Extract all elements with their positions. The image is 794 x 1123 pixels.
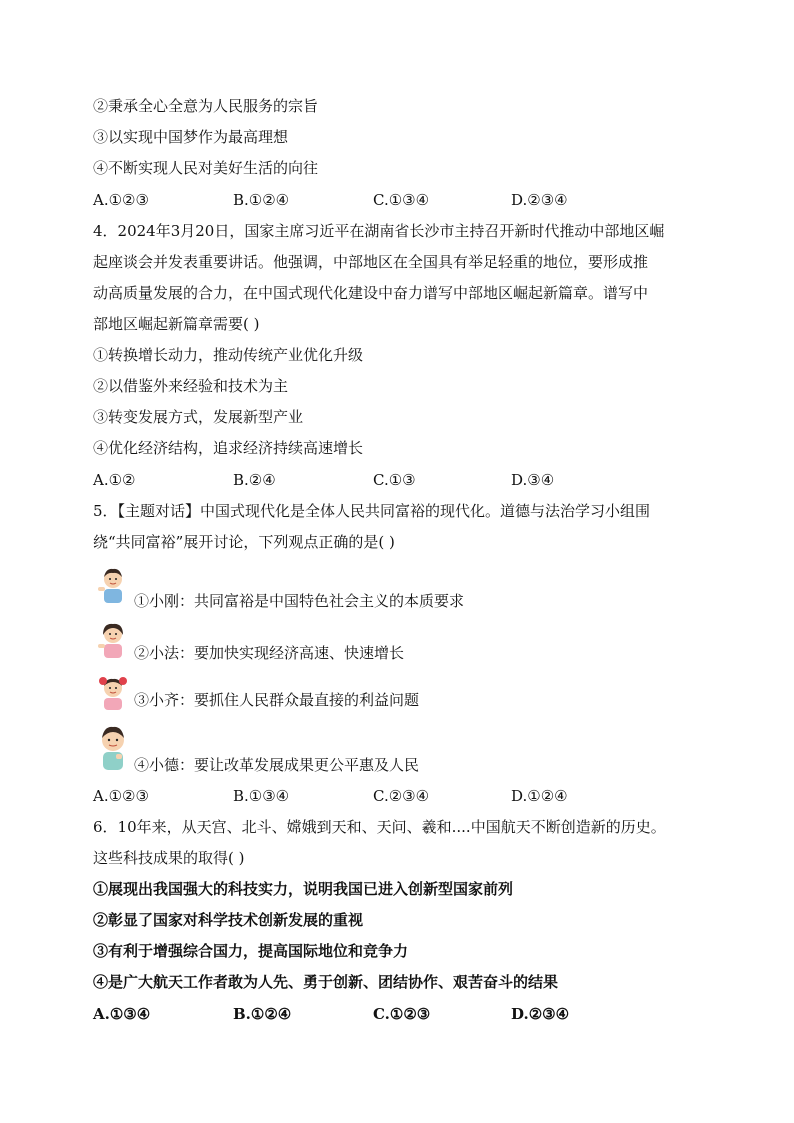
q5-item-4: ④小德：要让改革发展成果更公平惠及人民 [134, 756, 420, 774]
q3-option-b[interactable]: B.①②④ [233, 191, 290, 209]
girl-avatar-icon [98, 620, 128, 658]
q5-stem-line-1: 5．【主题对话】中国式现代化是全体人民共同富裕的现代化。道德与法治学习小组围 [93, 502, 651, 520]
q4-option-b[interactable]: B.②④ [233, 471, 276, 489]
q5-item-3: ③小齐：要抓住人民群众最直接的利益问题 [134, 691, 420, 709]
q3-item-4: ④不断实现人民对美好生活的向往 [93, 159, 319, 177]
q3-item-2: ②秉承全心全意为人民服务的宗旨 [93, 97, 319, 115]
q4-item-1: ①转换增长动力，推动传统产业优化升级 [93, 346, 364, 364]
q6-item-3: ③有利于增强综合国力，提高国际地位和竞争力 [93, 942, 409, 960]
q4-option-d[interactable]: D.③④ [511, 471, 555, 489]
q6-option-d[interactable]: D.②③④ [511, 1005, 570, 1023]
q6-item-1: ①展现出我国强大的科技实力，说明我国已进入创新型国家前列 [93, 880, 514, 898]
q4-options [93, 470, 733, 490]
q4-stem-line-3: 动高质量发展的合力，在中国式现代化建设中奋力谱写中部地区崛起新篇章。谱写中 [93, 284, 649, 302]
q3-item-3: ③以实现中国梦作为最高理想 [93, 128, 289, 146]
q5-option-a[interactable]: A.①②③ [93, 787, 149, 805]
q4-item-3: ③转变发展方式，发展新型产业 [93, 408, 304, 426]
q4-option-c[interactable]: C.①③ [373, 471, 416, 489]
q6-item-2: ②彰显了国家对科学技术创新发展的重视 [93, 911, 364, 929]
q6-stem-line-2: 这些科技成果的取得( ) [93, 849, 245, 867]
q5-option-c[interactable]: C.②③④ [373, 787, 430, 805]
q6-option-b[interactable]: B.①②④ [233, 1005, 292, 1023]
q5-item-1: ①小刚：共同富裕是中国特色社会主义的本质要求 [134, 592, 465, 610]
q6-stem-line-1: 6．10年来，从天宫、北斗、嫦娥到天和、天问、羲和....中国航天不断创造新的历史。 [93, 818, 666, 836]
q4-option-a[interactable]: A.①② [93, 471, 136, 489]
q4-stem-line-1: 4．2024年3月20日，国家主席习近平在湖南省长沙市主持召开新时代推动中部地区崛 [93, 222, 665, 240]
boy-avatar-icon [98, 565, 128, 603]
q5-stem-line-2: 绕“共同富裕”展开讨论，下列观点正确的是( ) [93, 533, 395, 551]
q5-item-2: ②小法：要加快实现经济高速、快速增长 [134, 644, 405, 662]
q5-options [93, 786, 733, 806]
q3-options [93, 190, 733, 210]
boy-thinking-avatar-icon [98, 724, 128, 770]
q4-stem-line-4: 部地区崛起新篇章需要( ) [93, 315, 260, 333]
q6-item-4: ④是广大航天工作者敢为人先、勇于创新、团结协作、艰苦奋斗的结果 [93, 973, 559, 991]
q4-stem-line-2: 起座谈会并发表重要讲话。他强调，中部地区在全国具有举足轻重的地位，要形成推 [93, 253, 649, 271]
q6-option-c[interactable]: C.①②③ [373, 1005, 431, 1023]
q4-item-2: ②以借鉴外来经验和技术为主 [93, 377, 289, 395]
q5-option-b[interactable]: B.①③④ [233, 787, 290, 805]
q3-option-a[interactable]: A.①②③ [93, 191, 149, 209]
q4-item-4: ④优化经济结构，追求经济持续高速增长 [93, 439, 364, 457]
q5-option-d[interactable]: D.①②④ [511, 787, 568, 805]
girl-with-bows-avatar-icon [98, 672, 128, 710]
q6-options [93, 1004, 733, 1024]
q3-option-d[interactable]: D.②③④ [511, 191, 568, 209]
q3-option-c[interactable]: C.①③④ [373, 191, 430, 209]
q6-option-a[interactable]: A.①③④ [93, 1005, 151, 1023]
